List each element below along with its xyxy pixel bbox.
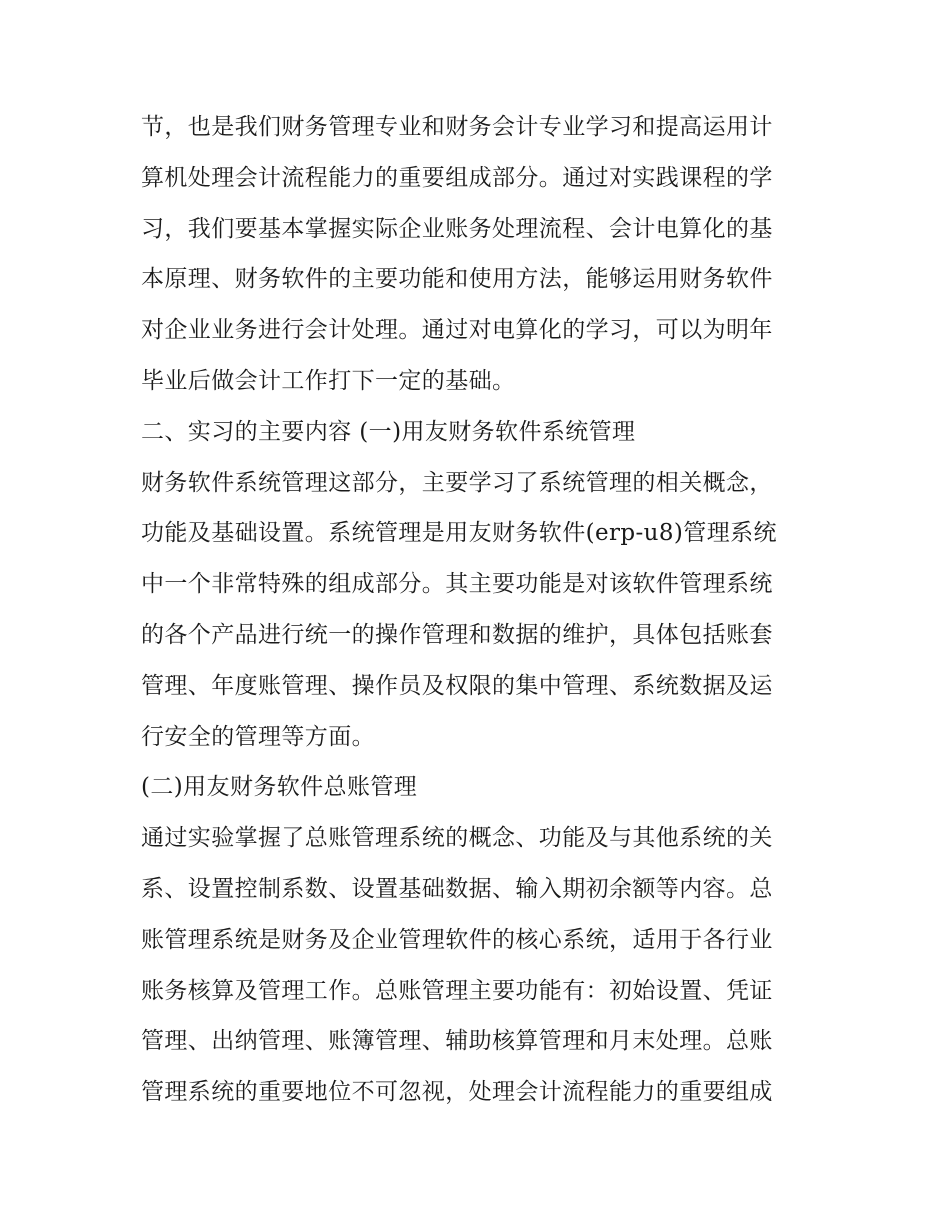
text-line-10: 中一个非常特殊的组成部分。其主要功能是对该软件管理系统	[141, 571, 773, 598]
text-line-5: 对企业业务进行会计处理。通过对电算化的学习，可以为明年	[141, 317, 773, 344]
text-line-17: 账管理系统是财务及企业管理软件的核心系统，适用于各行业	[141, 926, 773, 953]
text-line-9: 功能及基础设置。系统管理是用友财务软件(erp-u8)管理系统	[141, 520, 777, 547]
text-line-12: 管理、年度账管理、操作员及权限的集中管理、系统数据及运	[141, 672, 773, 699]
text-line-4: 本原理、财务软件的主要功能和使用方法，能够运用财务软件	[141, 266, 773, 293]
text-line-11: 的各个产品进行统一的操作管理和数据的维护，具体包括账套	[141, 621, 773, 648]
text-line-6: 毕业后做会计工作打下一定的基础。	[141, 367, 516, 394]
text-line-3: 习，我们要基本掌握实际企业账务处理流程、会计电算化的基	[141, 215, 773, 242]
section-heading-2: 二、实习的主要内容 (一)用友财务软件系统管理	[141, 418, 636, 445]
text-line-1: 节，也是我们财务管理专业和财务会计专业学习和提高运用计	[141, 114, 773, 140]
text-line-8: 财务软件系统管理这部分，主要学习了系统管理的相关概念，	[141, 469, 773, 496]
text-line-18: 账务核算及管理工作。总账管理主要功能有：初始设置、凭证	[141, 977, 773, 1004]
text-line-2: 算机处理会计流程能力的重要组成部分。通过对实践课程的学	[141, 164, 773, 191]
text-line-16: 系、设置控制系数、设置基础数据、输入期初余额等内容。总	[141, 875, 773, 902]
text-line-19: 管理、出纳管理、账簿管理、辅助核算管理和月末处理。总账	[141, 1028, 773, 1055]
document-body	[141, 102, 821, 1118]
text-line-13: 行安全的管理等方面。	[141, 723, 375, 750]
subsection-heading-2: (二)用友财务软件总账管理	[141, 774, 418, 801]
text-line-15: 通过实验掌握了总账管理系统的概念、功能及与其他系统的关	[141, 825, 773, 852]
text-line-20: 管理系统的重要地位不可忽视，处理会计流程能力的重要组成	[141, 1079, 773, 1106]
